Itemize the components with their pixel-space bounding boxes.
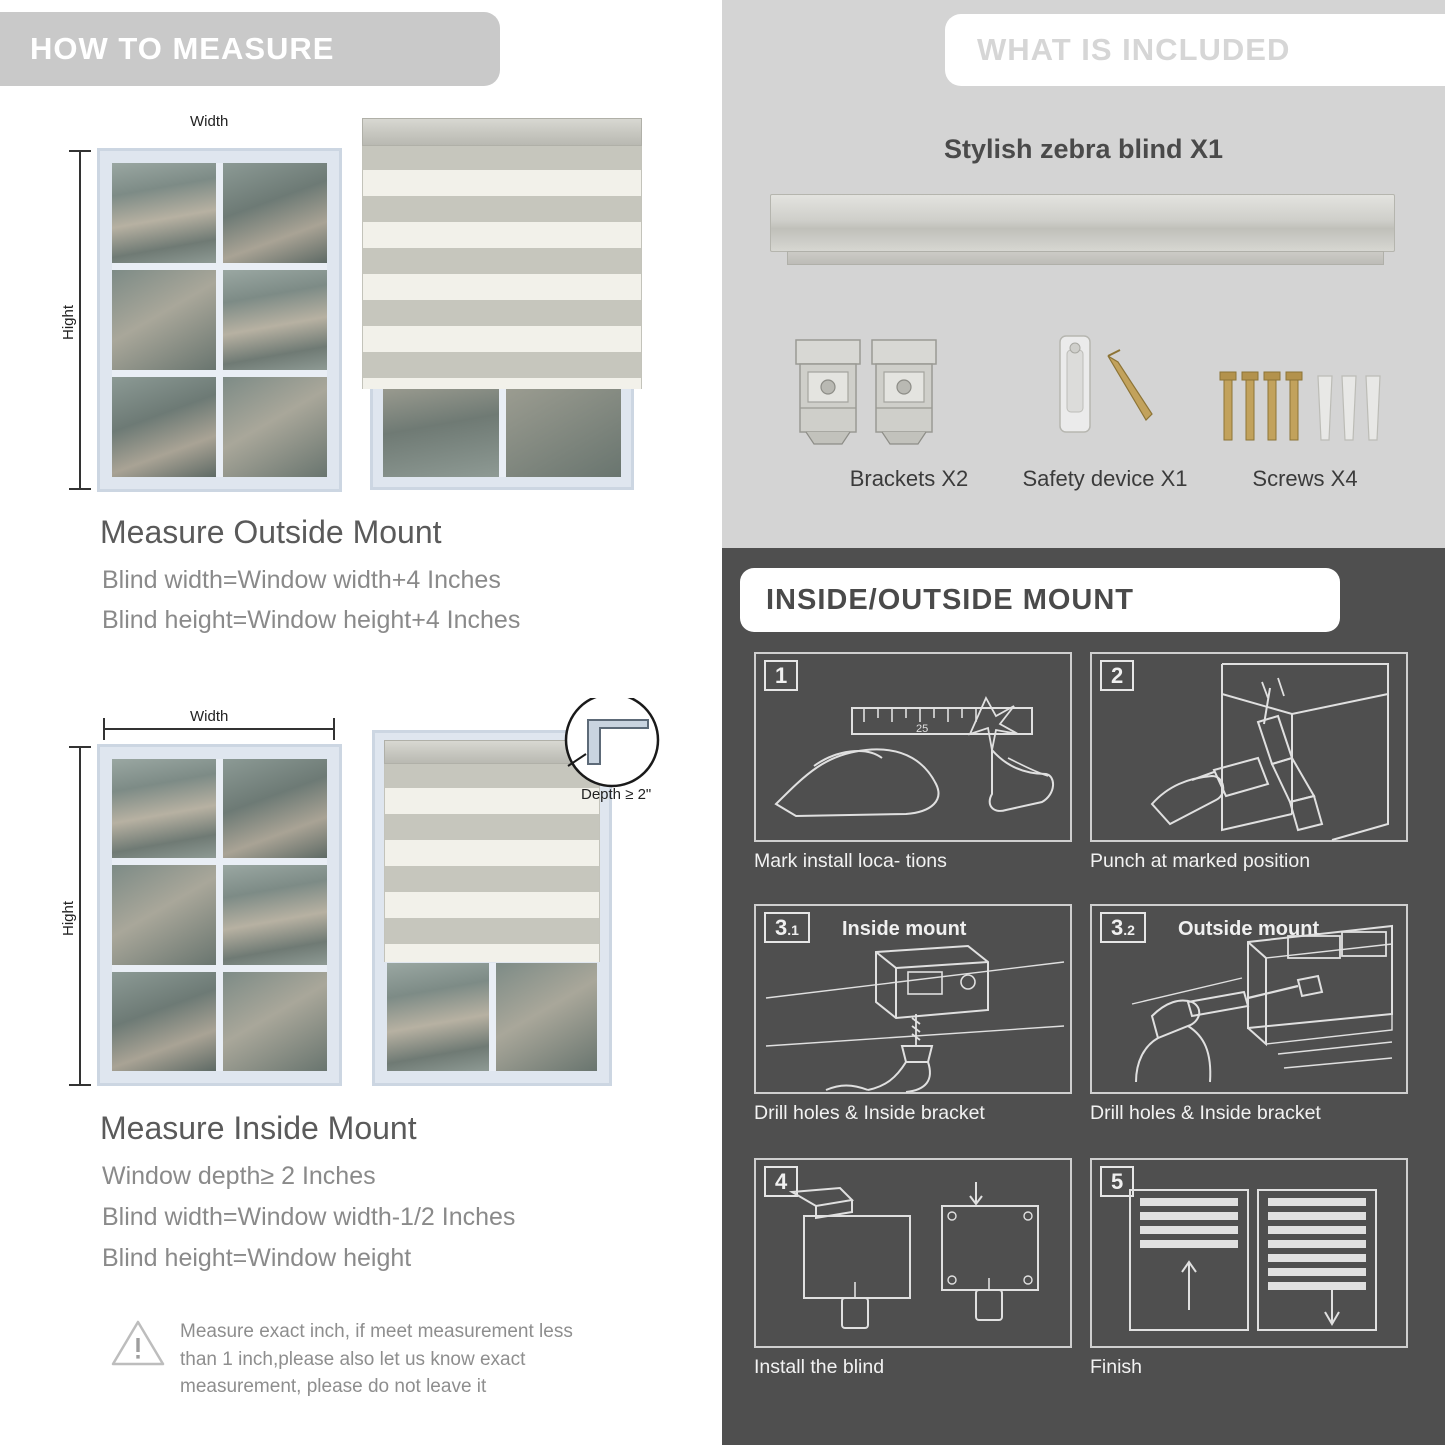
step-3-2-caption: Drill holes & Inside bracket bbox=[1090, 1102, 1321, 1124]
step-2-number: 2 bbox=[1100, 660, 1134, 691]
drill-icon bbox=[1092, 654, 1410, 844]
outside-height-top-tick bbox=[69, 150, 91, 152]
step-4 bbox=[754, 1158, 1072, 1348]
warning-line-2: than 1 inch,please also let us know exact bbox=[180, 1348, 526, 1370]
outside-window-frame bbox=[97, 148, 342, 492]
screw-icon bbox=[1242, 372, 1258, 440]
outside-blind-headrail bbox=[362, 118, 642, 146]
window-pane bbox=[112, 270, 216, 370]
part-label-brackets: Brackets X2 bbox=[849, 466, 969, 491]
window-pane bbox=[112, 163, 216, 263]
product-name-label: Stylish zebra blind X1 bbox=[943, 134, 1224, 164]
step-1-number: 1 bbox=[764, 660, 798, 691]
warning-triangle-icon bbox=[110, 1318, 166, 1368]
wall-anchor-icon bbox=[1318, 376, 1332, 440]
how-to-measure-banner bbox=[0, 12, 500, 86]
outside-height-bottom-tick bbox=[69, 488, 91, 490]
step-2-caption: Punch at marked position bbox=[1090, 850, 1311, 872]
step-3-2 bbox=[1090, 904, 1408, 1094]
outside-height-dimension-line bbox=[79, 150, 81, 490]
step-3-2-number: 3.2 bbox=[1100, 912, 1146, 943]
step-4-caption: Install the blind bbox=[754, 1356, 885, 1378]
how-to-measure-title: HOW TO MEASURE bbox=[30, 31, 335, 66]
screwdriver-outside-icon bbox=[1092, 906, 1410, 1096]
depth-callout-icon bbox=[0, 698, 712, 1098]
safety-device-icon bbox=[1060, 336, 1090, 432]
finished-blind-icon bbox=[1092, 1160, 1410, 1350]
step-1 bbox=[754, 652, 1072, 842]
step-3-1-caption: Drill holes & Inside bracket bbox=[754, 1102, 985, 1124]
inside-mount-illustration bbox=[0, 698, 712, 1098]
inside-width-label: Width bbox=[185, 708, 233, 725]
inside-depth-label: Depth ≥ 2" bbox=[581, 786, 652, 803]
outside-zebra-fabric bbox=[362, 144, 642, 389]
inside-outside-mount-panel bbox=[722, 548, 1445, 1445]
step-4-number: 4 bbox=[764, 1166, 798, 1197]
window-pane bbox=[223, 270, 327, 370]
step-3-2-header: Outside mount bbox=[1178, 918, 1320, 940]
step-5 bbox=[1090, 1158, 1408, 1348]
warning-line-1: Measure exact inch, if meet measurement less bbox=[180, 1321, 573, 1342]
inside-outside-mount-title: INSIDE/OUTSIDE MOUNT bbox=[766, 583, 1135, 616]
outside-width-label: Width bbox=[185, 113, 233, 130]
inside-mount-line-3: Blind height=Window height bbox=[102, 1244, 412, 1272]
inside-mount-line-1: Window depth≥ 2 Inches bbox=[102, 1162, 376, 1190]
outside-mount-line-2: Blind height=Window height+4 Inches bbox=[102, 606, 521, 634]
wall-anchor-icon bbox=[1342, 376, 1356, 440]
what-is-included-panel bbox=[722, 0, 1445, 548]
screwdriver-bracket-icon bbox=[756, 906, 1074, 1096]
step-3-1-number: 3.1 bbox=[764, 912, 810, 943]
how-to-measure-panel bbox=[0, 0, 712, 1445]
outside-mounted-blind bbox=[362, 118, 642, 490]
bracket-icon bbox=[796, 340, 860, 444]
screw-icon bbox=[1264, 372, 1280, 440]
step-3-1 bbox=[754, 904, 1072, 1094]
inside-mount-line-2: Blind width=Window width-1/2 Inches bbox=[102, 1203, 516, 1231]
outside-mount-illustration bbox=[0, 100, 712, 500]
screw-icon bbox=[1286, 372, 1302, 440]
warning-text bbox=[180, 1318, 573, 1401]
step-5-caption: Finish bbox=[1090, 1356, 1143, 1378]
window-pane bbox=[223, 163, 327, 263]
step-1-caption: Mark install loca- tions bbox=[754, 850, 947, 872]
step-2 bbox=[1090, 652, 1408, 842]
part-label-safety-device: Safety device X1 bbox=[1022, 466, 1188, 491]
step-3-1-header: Inside mount bbox=[842, 918, 967, 940]
inside-height-label: Hight bbox=[60, 896, 77, 941]
window-pane bbox=[223, 377, 327, 477]
what-is-included-title: WHAT IS INCLUDED bbox=[977, 32, 1291, 67]
inside-mount-heading: Measure Inside Mount bbox=[100, 1110, 417, 1146]
outside-mount-heading: Measure Outside Mount bbox=[100, 514, 442, 550]
outside-window-panes bbox=[112, 163, 327, 477]
measurement-warning bbox=[110, 1318, 630, 1401]
inside-outside-mount-banner bbox=[740, 568, 1340, 632]
bracket-icon bbox=[872, 340, 936, 444]
tape-measure-icon bbox=[756, 654, 1074, 844]
outside-mount-line-1: Blind width=Window width+4 Inches bbox=[102, 566, 501, 594]
window-pane bbox=[112, 377, 216, 477]
screw-icon bbox=[1108, 350, 1152, 420]
warning-line-3: measurement, please do not leave it bbox=[180, 1376, 487, 1398]
svg-text:25: 25 bbox=[916, 723, 929, 735]
screw-icon bbox=[1220, 372, 1236, 440]
part-label-screws: Screws X4 bbox=[1252, 466, 1358, 491]
outside-height-label: Hight bbox=[60, 300, 77, 345]
wall-anchor-icon bbox=[1366, 376, 1380, 440]
install-blind-icon bbox=[756, 1160, 1074, 1350]
step-5-number: 5 bbox=[1100, 1166, 1134, 1197]
